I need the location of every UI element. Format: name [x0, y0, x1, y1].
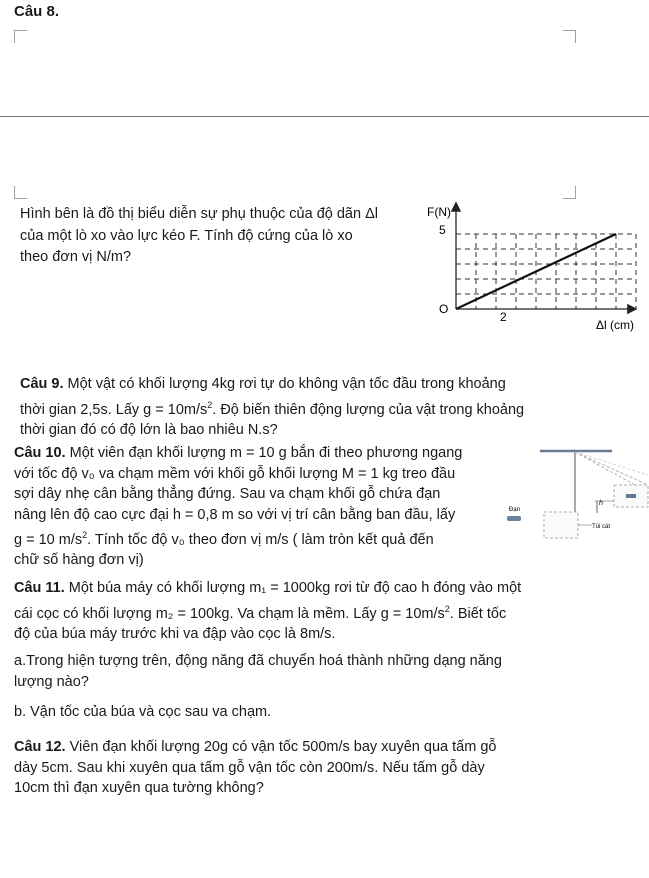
q11-line-2b: . Biết tốc	[449, 605, 507, 622]
q11-line-2a: cái cọc có khối lượng m₂ = 100kg. Va chạm là mềm. Lấy g = 10m/s	[14, 605, 445, 622]
question-9	[20, 374, 524, 440]
question-11-part-b	[14, 702, 271, 723]
q10-line-5b: . Tính tốc độ v₀ theo đơn vị m/s ( làm tròn kết quả đến	[87, 531, 434, 548]
q11-sup: 2	[444, 603, 450, 614]
spring-force-graph	[415, 200, 649, 335]
q10-line-2: với tốc độ v₀ va chạm mềm với khối gỗ khối lượng M = 1 kg treo đầu	[14, 465, 456, 482]
crop-corner-top-left	[14, 30, 27, 43]
q10-label: Câu 10.	[14, 445, 66, 461]
question-12	[14, 737, 496, 799]
q9-line-3: thời gian đó có độ lớn là bao nhiêu N.s?	[20, 421, 278, 438]
crop-corner-top-right	[563, 30, 576, 43]
divider-line	[0, 116, 649, 117]
q9-line-2b: . Độ biến thiên động lượng của vật trong khoảng	[212, 401, 525, 418]
string-swung	[575, 452, 635, 485]
q11-label: Câu 11.	[14, 580, 65, 596]
q10-line-1: Một viên đạn khối lượng m = 10 g bắn đi theo phương ngang	[65, 445, 463, 461]
y-tick-label: 5	[439, 223, 446, 237]
question-11-part-a	[14, 651, 502, 692]
q12-line-1: Viên đạn khối lượng 20g có vận tốc 500m/s bay xuyên qua tấm gỗ	[65, 739, 497, 755]
origin-label: O	[439, 302, 449, 316]
q12-label: Câu 12.	[14, 739, 66, 755]
sandbag	[544, 512, 578, 538]
q9-label: Câu 9.	[20, 376, 64, 392]
q8-line-2: của một lò xo vào lực kéo F. Tính độ cứng của lò xo	[20, 227, 353, 244]
q9-line-1: Một vật có khối lượng 4kg rơi tự do không vận tốc đầu trong khoảng	[63, 376, 506, 392]
q12-line-2: dày 5cm. Sau khi xuyên qua tấm gỗ vận tốc còn 200m/s. Nếu tấm gỗ dày	[14, 759, 485, 776]
crop-corner-bottom-right	[563, 186, 576, 199]
q10-line-6: chữ số hàng đơn vị)	[14, 552, 144, 569]
question-11	[14, 578, 521, 644]
string-rest	[575, 452, 648, 485]
q11-part-a-line-1: a.Trong hiện tượng trên, động năng đã chuyển hoá thành những dạng năng	[14, 653, 502, 669]
q11-part-b: b. Vận tốc của búa và cọc sau va chạm.	[14, 704, 272, 720]
q12-line-3: 10cm thì đạn xuyên qua tường không?	[14, 780, 264, 796]
q11-line-3: độ của búa máy trước khi va đập vào cọc là 8m/s.	[14, 625, 336, 642]
height-label: h	[599, 500, 603, 507]
string-swung-2	[575, 452, 648, 475]
q11-line-1: Một búa máy có khối lượng m₁ = 1000kg rơi từ độ cao h đóng vào một	[64, 580, 522, 596]
sandbag-label: Túi cát	[592, 524, 611, 530]
ballistic-pendulum-figure	[500, 445, 649, 545]
question-8-heading: Câu 8.	[14, 3, 60, 20]
graph-grid	[456, 234, 636, 309]
q9-sup: 2	[207, 399, 213, 410]
q10-line-3: sợi dây nhẹ cân bằng thẳng đứng. Sau va chạm khối gỗ chứa đạn	[14, 486, 441, 502]
bullet-in-bag-top	[626, 494, 636, 498]
question-10	[14, 443, 462, 571]
bullet	[507, 516, 521, 521]
x-tick-label: 2	[500, 310, 507, 324]
q11-part-a-line-2: lượng nào?	[14, 673, 89, 690]
question-8-text	[20, 204, 378, 269]
q8-line-3: theo đơn vị N/m?	[20, 249, 132, 265]
x-axis-label: Δl (cm)	[596, 318, 635, 332]
q8-line-1: Hình bên là đồ thị biểu diễn sự phụ thuộc của độ dãn Δl	[20, 206, 378, 222]
crop-corner-bottom-left	[14, 186, 27, 199]
bullet-label: Đạn	[509, 507, 521, 513]
q9-line-2a: thời gian 2,5s. Lấy g = 10m/s	[20, 401, 208, 418]
y-axis-label: F(N)	[427, 205, 451, 219]
q10-line-4: nâng lên độ cao cực đại h = 0,8 m so với vị trí cân bằng ban đầu, lấy	[14, 506, 456, 523]
q10-sup: 2	[82, 530, 88, 540]
q10-line-5a: g = 10 m/s	[14, 531, 83, 548]
